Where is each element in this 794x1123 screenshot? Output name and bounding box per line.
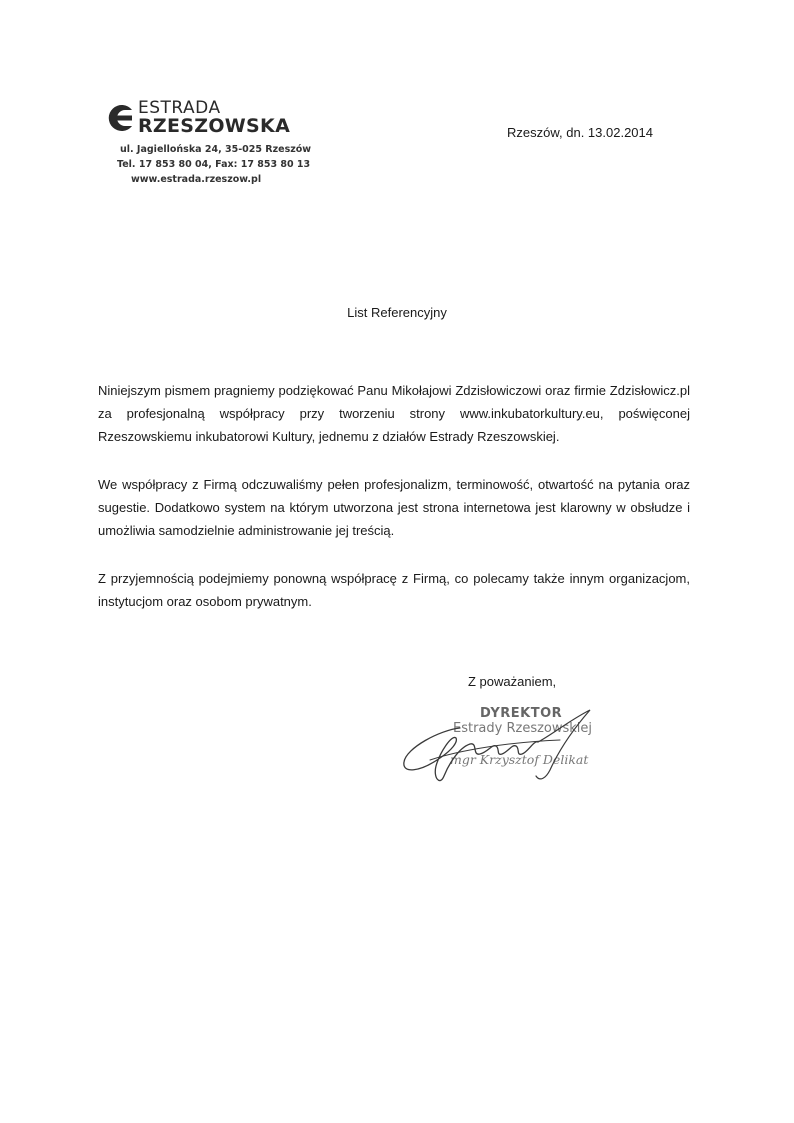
stamp-name: mgr Krzysztof Delikat (450, 752, 589, 767)
director-stamp (400, 700, 600, 790)
letterhead-phone-fax: Tel. 17 853 80 04, Fax: 17 853 80 13 (117, 159, 311, 170)
letterhead-address: ul. Jagiellońska 24, 35-025 Rzeszów (120, 144, 312, 155)
body-paragraph-3: Z przyjemnością podejmiemy ponowną współpracę z Firmą, co polecamy także innym organizacjom, instytucjom oraz osobom prywatnym. (98, 571, 690, 609)
letterhead-website: www.estrada.rzeszow.pl (131, 174, 262, 185)
stamp-organization: Estrady Rzeszowskiej (453, 721, 593, 736)
estrada-e-logo-icon (104, 100, 134, 136)
letter-title: List Referencyjny (347, 305, 447, 320)
place-date: Rzeszów, dn. 13.02.2014 (507, 125, 653, 140)
body-paragraph-1: Niniejszym pismem pragniemy podziękować Panu Mikołajowi Zdzisłowiczowi oraz firmie Zdzisłowicz.pl za profesjonalną współpracy przy tworzeniu strony www.inkubatorkultury.eu, poświęconej Rzeszowskiemu inkubatorowi Kultury, jednemu z działów Estrady Rzeszowskiej. (98, 383, 690, 444)
logo-name-line1: ESTRADA (138, 98, 221, 118)
logo-name-line2: RZESZOWSKA (138, 115, 291, 137)
body-paragraph-2: We współpracy z Firmą odczuwaliśmy pełen profesjonalizm, terminowość, otwartość na pytania oraz sugestie. Dodatkowo system na którym utworzona jest strona internetowa jest klarowny w obsłudze i umożliwia samodzielnie administrowanie jej treścią. (98, 477, 690, 538)
stamp-title: DYREKTOR (480, 706, 563, 721)
letterhead-logo (104, 98, 304, 140)
closing-phrase: Z poważaniem, (468, 674, 557, 689)
handwritten-signature (400, 700, 600, 790)
